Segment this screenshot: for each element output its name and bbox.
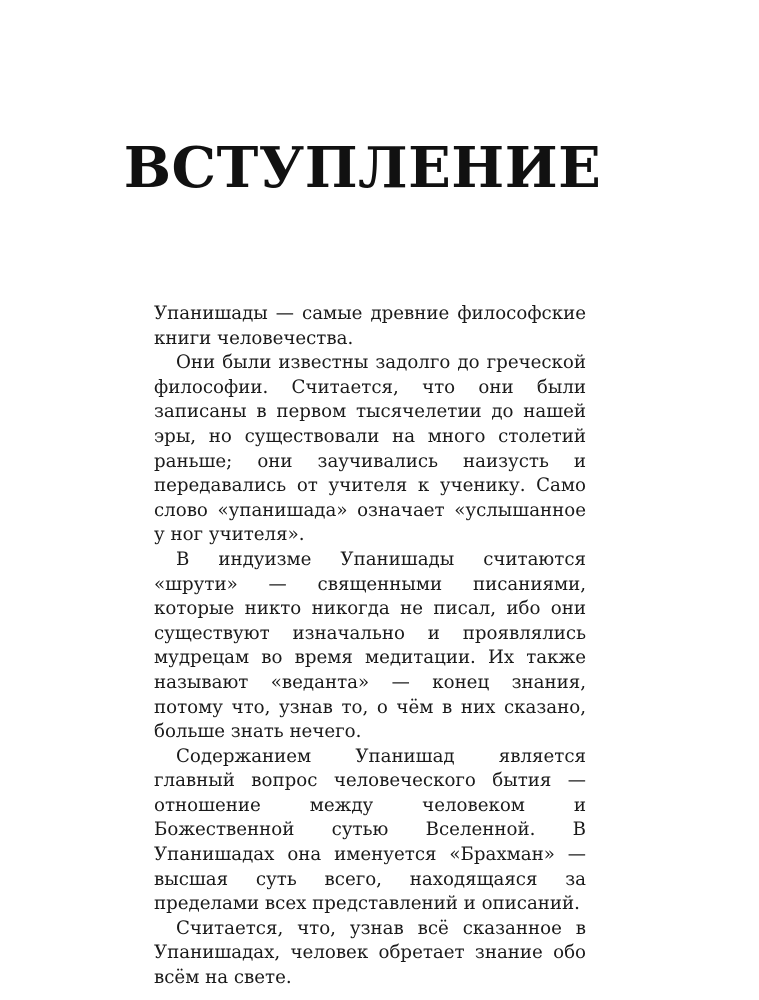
paragraph-4: Содержанием Упанишад является главный вопрос человеческого бытия — отношение между человеком и Божественной сутью Вселенной. В Упанишадах она именуется «Брахман» — высшая суть всего, находящаяся за пределами всех представлений и описаний. <box>154 745 586 915</box>
paragraph-3: В индуизме Упанишады считаются «шрути» — священными писаниями, которые никто никогда не писал, ибо они существуют изначально и проявлялись мудрецам во время медитации. Их также называют «веданта» — конец знания, потому что, узнав то, о чём в них сказано, больше знать нечего. <box>154 548 586 743</box>
paragraph-2: Они были известны задолго до греческой философии. Считается, что они были записаны в первом тысячелетии до нашей эры, но существовали на много столетий раньше; они заучивались наизусть и передавались от учителя к ученику. Само слово «упанишада» означает «услышанное у ног учителя». <box>154 352 586 546</box>
chapter-title: ВСТУПЛЕНИЕ <box>123 135 602 201</box>
paragraph-5: Считается, что, узнав всё сказанное в Упанишадах, человек обретает знание обо всём на свете. <box>154 917 586 989</box>
body-text <box>154 302 586 991</box>
paragraph-1: Упанишады — самые древние философские книги человечества. <box>154 303 586 349</box>
